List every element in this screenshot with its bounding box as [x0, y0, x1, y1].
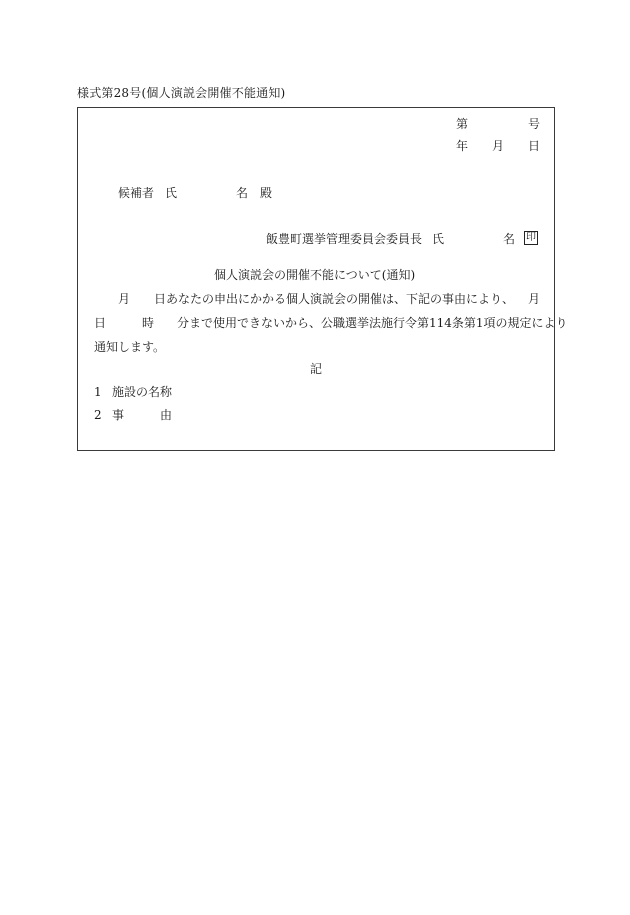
body-line2-text: 分まで使用できないから、公職選挙法施行令第114条第1項の規定により [177, 316, 568, 330]
item-1-number: 1 [94, 385, 102, 399]
sender-name-part1: 氏 [432, 232, 445, 246]
date-day: 日 [528, 139, 541, 153]
item-2-label-b: 由 [160, 408, 173, 422]
addressee-name-part1: 氏 [165, 186, 178, 200]
seal-mark: 印 [526, 232, 536, 243]
addressee-name-part2: 名 [236, 186, 249, 200]
body-line1-month: 月 [118, 292, 131, 306]
form-number-label: 様式第28号(個人演説会開催不能通知) [77, 86, 286, 100]
number-prefix: 第 [456, 117, 469, 131]
body-line1-text: 日あなたの申出にかかる個人演説会の開催は、下記の事由により、 [154, 292, 515, 306]
number-suffix: 号 [528, 117, 541, 131]
date-year: 年 [456, 139, 469, 153]
sender-name-part2: 名 [503, 232, 516, 246]
date-month: 月 [492, 139, 505, 153]
note-heading: 記 [310, 362, 323, 376]
addressee-honorific: 殿 [260, 186, 273, 200]
item-2-label-a: 事 [112, 408, 125, 422]
body-line1-month2: 月 [528, 292, 541, 306]
body-line2-day: 日 [94, 316, 107, 330]
notice-title: 個人演説会の開催不能について(通知) [214, 268, 416, 282]
body-line2-hour: 時 [142, 316, 155, 330]
addressee-role: 候補者 [118, 186, 155, 200]
item-2-number: 2 [94, 408, 102, 422]
sender-organization: 飯豊町選挙管理委員会委員長 [266, 232, 423, 246]
body-line3-text: 通知します。 [94, 340, 166, 354]
item-1-label: 施設の名称 [112, 385, 173, 399]
